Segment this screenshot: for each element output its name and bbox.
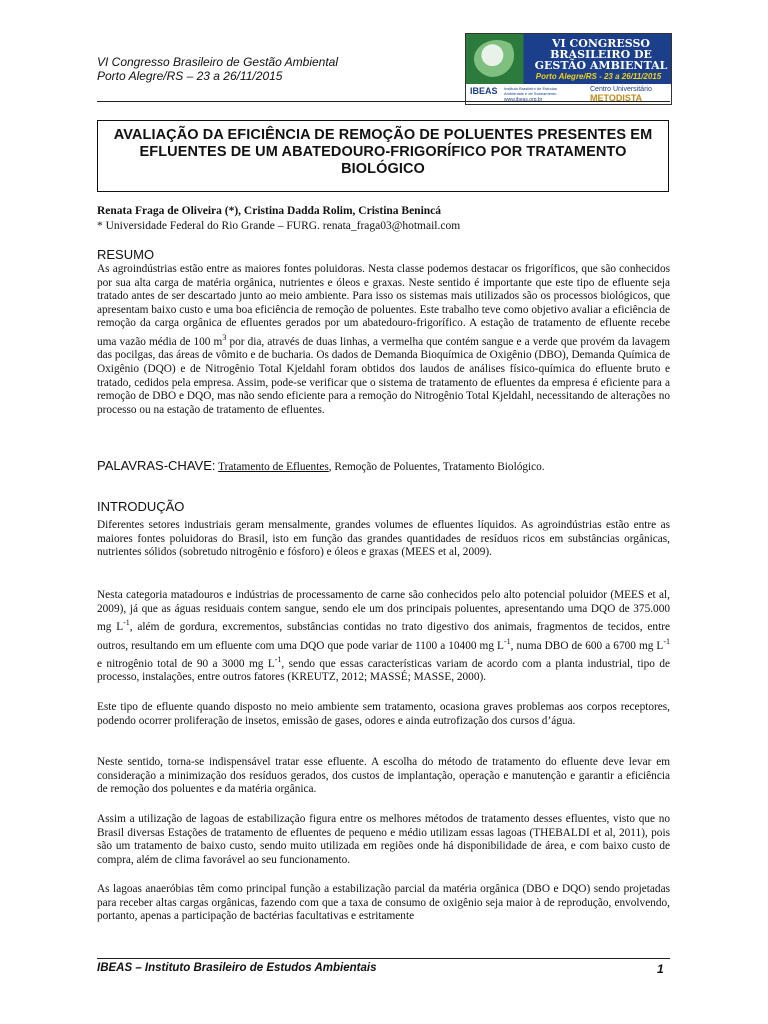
intro-paragraph-1: Diferentes setores industriais geram mensalmente, grandes volumes de efluentes líquidos. As agroindústrias estão entre as maiores fontes poluidoras do Brasil, isto em função das grandes quantidades de resíduos ricos em substâncias orgânicas, nutrientes sólidos (sobretudo nitrogênio e fósforo) e óleos e graxas (MEES et al, 2009). [97, 519, 670, 559]
keywords-label: PALAVRAS-CHAVE: [97, 458, 216, 473]
intro-paragraph-2: Nesta categoria matadouros e indústrias de processamento de carne são conhecidos pelo alto potencial poluidor (MEES et al, 2009), já que as águas residuais contem sangue, sendo ele um dos principais poluentes, apresentando uma DQO de 375.000 mg $L^{-1}$, além de gordura, excrementos, substâncias contidas no trato digestivo dos animais, fragmentos de tecidos, entre outros, resultando em um efluente com uma DQO que pode variar de 1100 a 10400 mg $L^{-1}$, numa DBO de 600 a 6700 mg $L^{-1}$ e nitrogênio total de 90 a 3000 mg $L^{-1}$, sendo que essas características variam de acordo com a planta industrial, tipo de processo, instalações, entre outros fatores (KREUTZ, 2012; MASSÉ; MASSE, 2000). [97, 589, 670, 684]
authors: Renata Fraga de Oliveira (*), Cristina Dadda Rolim, Cristina Benincá [97, 205, 442, 217]
congress-name: VI Congresso Brasileiro de Gestão Ambiental [97, 55, 339, 69]
intro-paragraph-5: Assim a utilização de lagoas de estabilização figura entre os melhores métodos de tratamento desses efluentes, visto que no Brasil diversas Estações de tratamento de efluentes de pequeno e médio utilizam essas lagoas (THEBALDI et al, 2011), pois são um tratamento de baixo custo, sendo muito utilizada em regiões onde há disponibilidade de área, e com baixo custo de compra, além de clima favorável ao seu funcionamento. [97, 813, 670, 866]
keywords-rest: , Remoção de Poluentes, Tratamento Biológico. [328, 461, 545, 473]
keywords [97, 458, 670, 473]
logo-partner-pre: Centro Universitário [590, 86, 652, 93]
logo-org: IBEAS [470, 86, 498, 96]
header-rule [97, 101, 670, 102]
paper-title: AVALIAÇÃO DA EFICIÊNCIA DE REMOÇÃO DE POLUENTES PRESENTES EM EFLUENTES DE UM ABATEDOURO-FRIGORÍFICO POR TRATAMENTO BIOLÓGICO [113, 127, 653, 177]
logo-place: Porto Alegre/RS - 23 a 26/11/2015 [535, 72, 662, 81]
keyword-first: Tratamento de Efluentes [218, 461, 329, 473]
congress-place-date: Porto Alegre/RS – 23 a 26/11/2015 [97, 69, 283, 83]
footer-rule [97, 958, 670, 959]
intro-heading: INTRODUÇÃO [97, 499, 185, 514]
logo-url: www.ibeas.org.br [504, 97, 543, 103]
intro-paragraph-3: Este tipo de efluente quando disposto no meio ambiente sem tratamento, ocasiona graves problemas aos corpos receptores, podendo ocorrer proliferação de insetos, emissão de gases, odores e ainda eutrofização dos cursos d’água. [97, 701, 670, 727]
affiliation: * Universidade Federal do Rio Grande – FURG. renata_fraga03@hotmail.com [97, 220, 461, 232]
title-box [97, 120, 669, 192]
resumo-heading: RESUMO [97, 247, 155, 262]
globe-icon [474, 40, 520, 78]
running-header [97, 55, 338, 83]
logo-partner-name: METODISTA [590, 93, 643, 103]
intro-paragraph-4: Neste sentido, torna-se indispensável tratar esse efluente. A escolha do método de tratamento do efluente deve levar em consideração a minimização dos resíduos gerados, dos custos de implantação, operação e manutenção e garantir a eficiência de remoção dos poluentes e da matéria orgânica. [97, 756, 670, 796]
congress-logo [465, 33, 672, 105]
page-number: 1 [657, 962, 664, 976]
intro-paragraph-6: As lagoas anaeróbias têm como principal função a estabilização parcial da matéria orgânica (DBO e DQO) sendo projetadas para receber altas cargas orgânicas, fazendo com que a taxa de consumo de oxigênio seja maior à de reprodução, envolvendo, portanto, apenas a participação de bactérias facultativas e estritamente [97, 883, 670, 923]
logo-title: VI CONGRESSO BRASILEIRO DE GESTÃO AMBIENTAL [534, 37, 668, 72]
resumo-paragraph: As agroindústrias estão entre as maiores fontes poluidoras. Nesta classe podemos destacar os frigoríficos, que são conhecidos por sua alta carga de matéria orgânica, nutrientes e óleos e graxas. Neste sentido é importante que este tipo de efluente seja tratado antes de ser descartado junto ao meio ambiente. Para isso os sistemas mais utilizados são os processos biológicos, que apresentam baixo custo e uma boa eficiência de remoção de poluentes. Este trabalho teve como objetivo avaliar a eficiência de remoção da carga orgânica de efluentes gerados por um abatedouro-frigorífico. A estação de tratamento de efluente recebe uma vazão média de 100 $m^3$ por dia, através de duas linhas, a vermelha que contém sangue e a verde que provém da lavagem das pocilgas, das áreas de vômito e de bucharia. Os dados de Demanda Bioquímica de Oxigênio (DBO), Demanda Química de Oxigênio (DQO) e de Nitrogênio Total Kjeldahl foram obtidos dos laudos de análises físico-química do efluente bruto e tratado, cedidos pela empresa. Assim, pode-se verificar que o sistema de tratamento de efluentes da empresa é eficiente para a remoção de DBO e DQO, mas não sendo eficiente para a remoção do Nitrogênio Total Kjeldahl, necessitando de alterações no processo ou na estação de tratamento de efluentes. [97, 263, 670, 416]
footer-text: IBEAS – Instituto Brasileiro de Estudos Ambientais [97, 962, 377, 974]
logo-org-sub: Instituto Brasileiro de Estudos Ambientais e de Saneamento [504, 86, 557, 96]
